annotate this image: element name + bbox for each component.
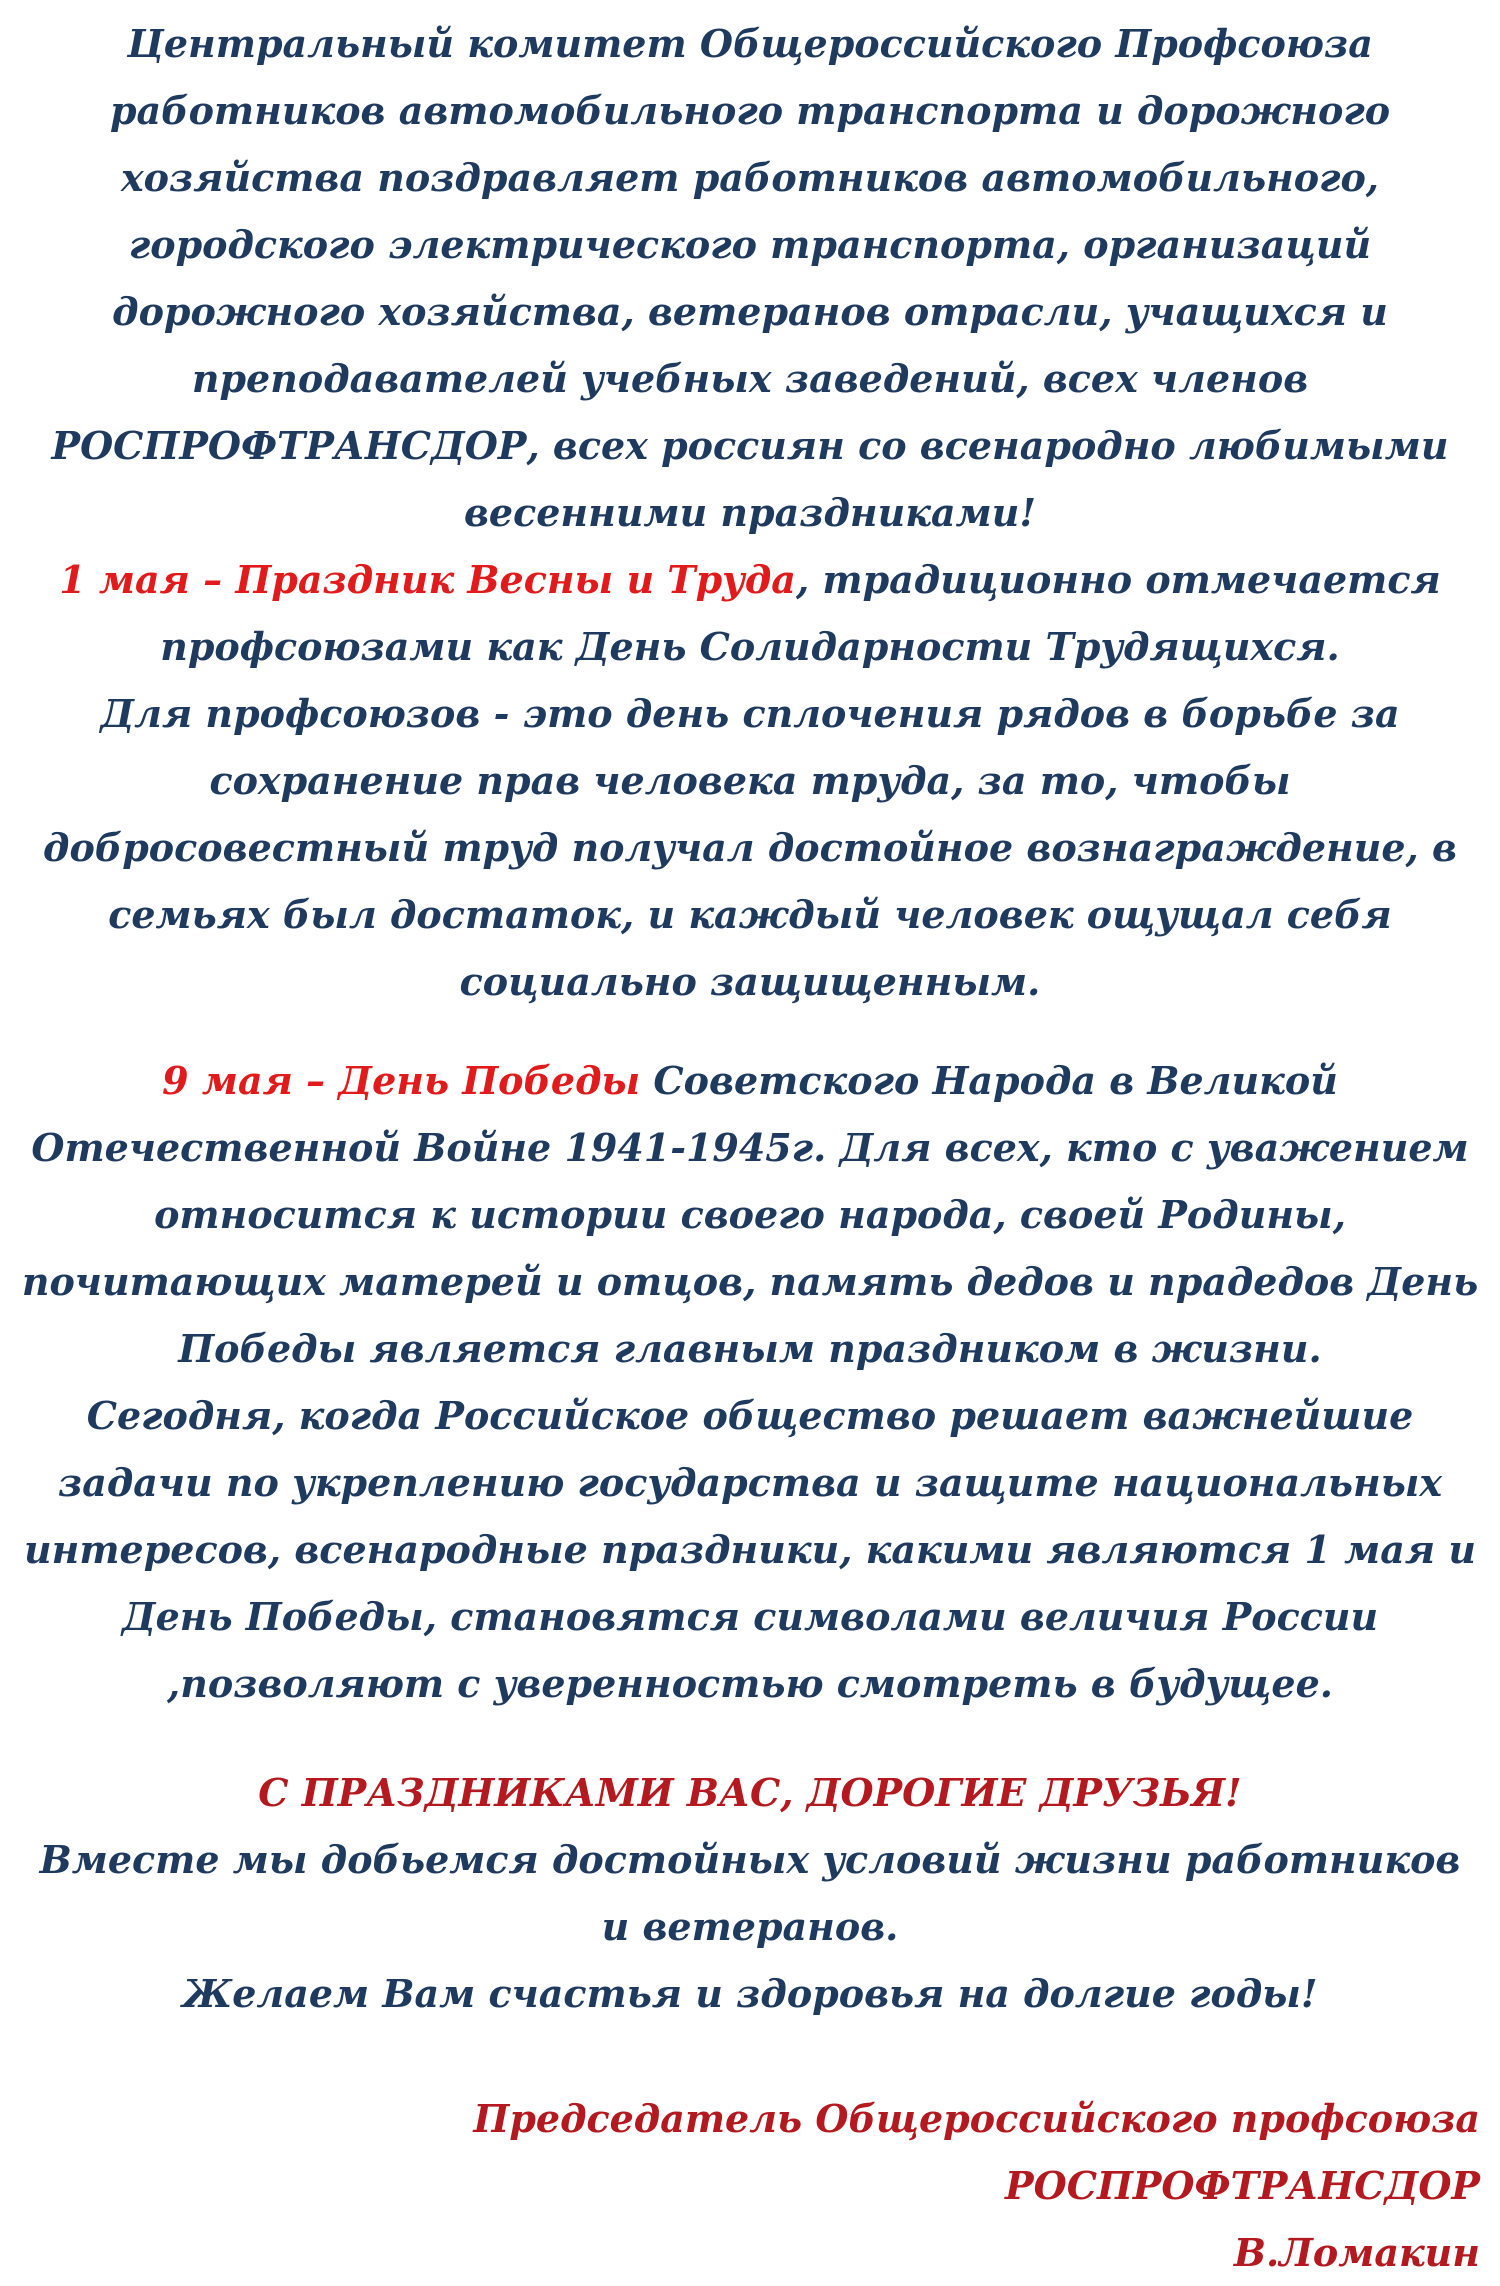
intro-paragraph: Центральный комитет Общероссийского Профсоюза работников автомобильного транспорта и дорожного хозяйства поздравляет работников автомобильного, городского электрического транспорта, организаций дорожного хозяйства, ветеранов отрасли, учащихся и преподавателей учебных заведений, всех членов РОСПРОФТРАНСДОР, всех россиян со всенародно любимыми весенними праздниками! xyxy=(51,21,1449,535)
may-9-highlight: 9 мая – День Победы xyxy=(162,1058,641,1103)
signature-title: Председатель Общероссийского профсоюза РОСПРОФТРАНСДОР xyxy=(473,2096,1480,2208)
together-paragraph: Вместе мы добьемся достойных условий жизни работников и ветеранов. xyxy=(39,1837,1461,1949)
today-paragraph: Сегодня, когда Российское общество решает важнейшие задачи по укреплению государства и защите национальных интересов, всенародные праздники, какими являются 1 мая и День Победы, становятся символами величия России ,позволяют с уверенностью смотреть в будущее. xyxy=(23,1393,1476,1706)
signature-name: В.Ломакин xyxy=(1233,2230,1480,2275)
may-9-text: Советского Народа в Великой Отечественной Войне 1941-1945г. Для всех, кто с уважением относится к истории своего народа, своей Родины, почитающих матерей и отцов, память дедов и прадедов День Победы является главным праздником в жизни. xyxy=(21,1058,1479,1371)
may-1-highlight: 1 мая – Праздник Весны и Труда xyxy=(59,557,796,602)
wish-paragraph: Желаем Вам счастья и здоровья на долгие годы! xyxy=(182,1971,1318,2016)
may-1-paragraph xyxy=(20,546,1480,680)
signature-block xyxy=(20,2085,1480,2286)
may-9-paragraph xyxy=(20,1047,1480,1382)
unions-paragraph: Для профсоюзов - это день сплочения рядов в борьбе за сохранение прав человека труда, за то, чтобы добросовестный труд получал достойное вознаграждение, в семьях был достаток, и каждый человек ощущал себя социально защищенным. xyxy=(43,691,1457,1004)
greeting-letter xyxy=(20,10,1480,2286)
holiday-greeting: С ПРАЗДНИКАМИ ВАС, ДОРОГИЕ ДРУЗЬЯ! xyxy=(258,1770,1242,1815)
may-1-text: , традиционно отмечается профсоюзами как День Солидарности Трудящихся. xyxy=(160,557,1441,669)
